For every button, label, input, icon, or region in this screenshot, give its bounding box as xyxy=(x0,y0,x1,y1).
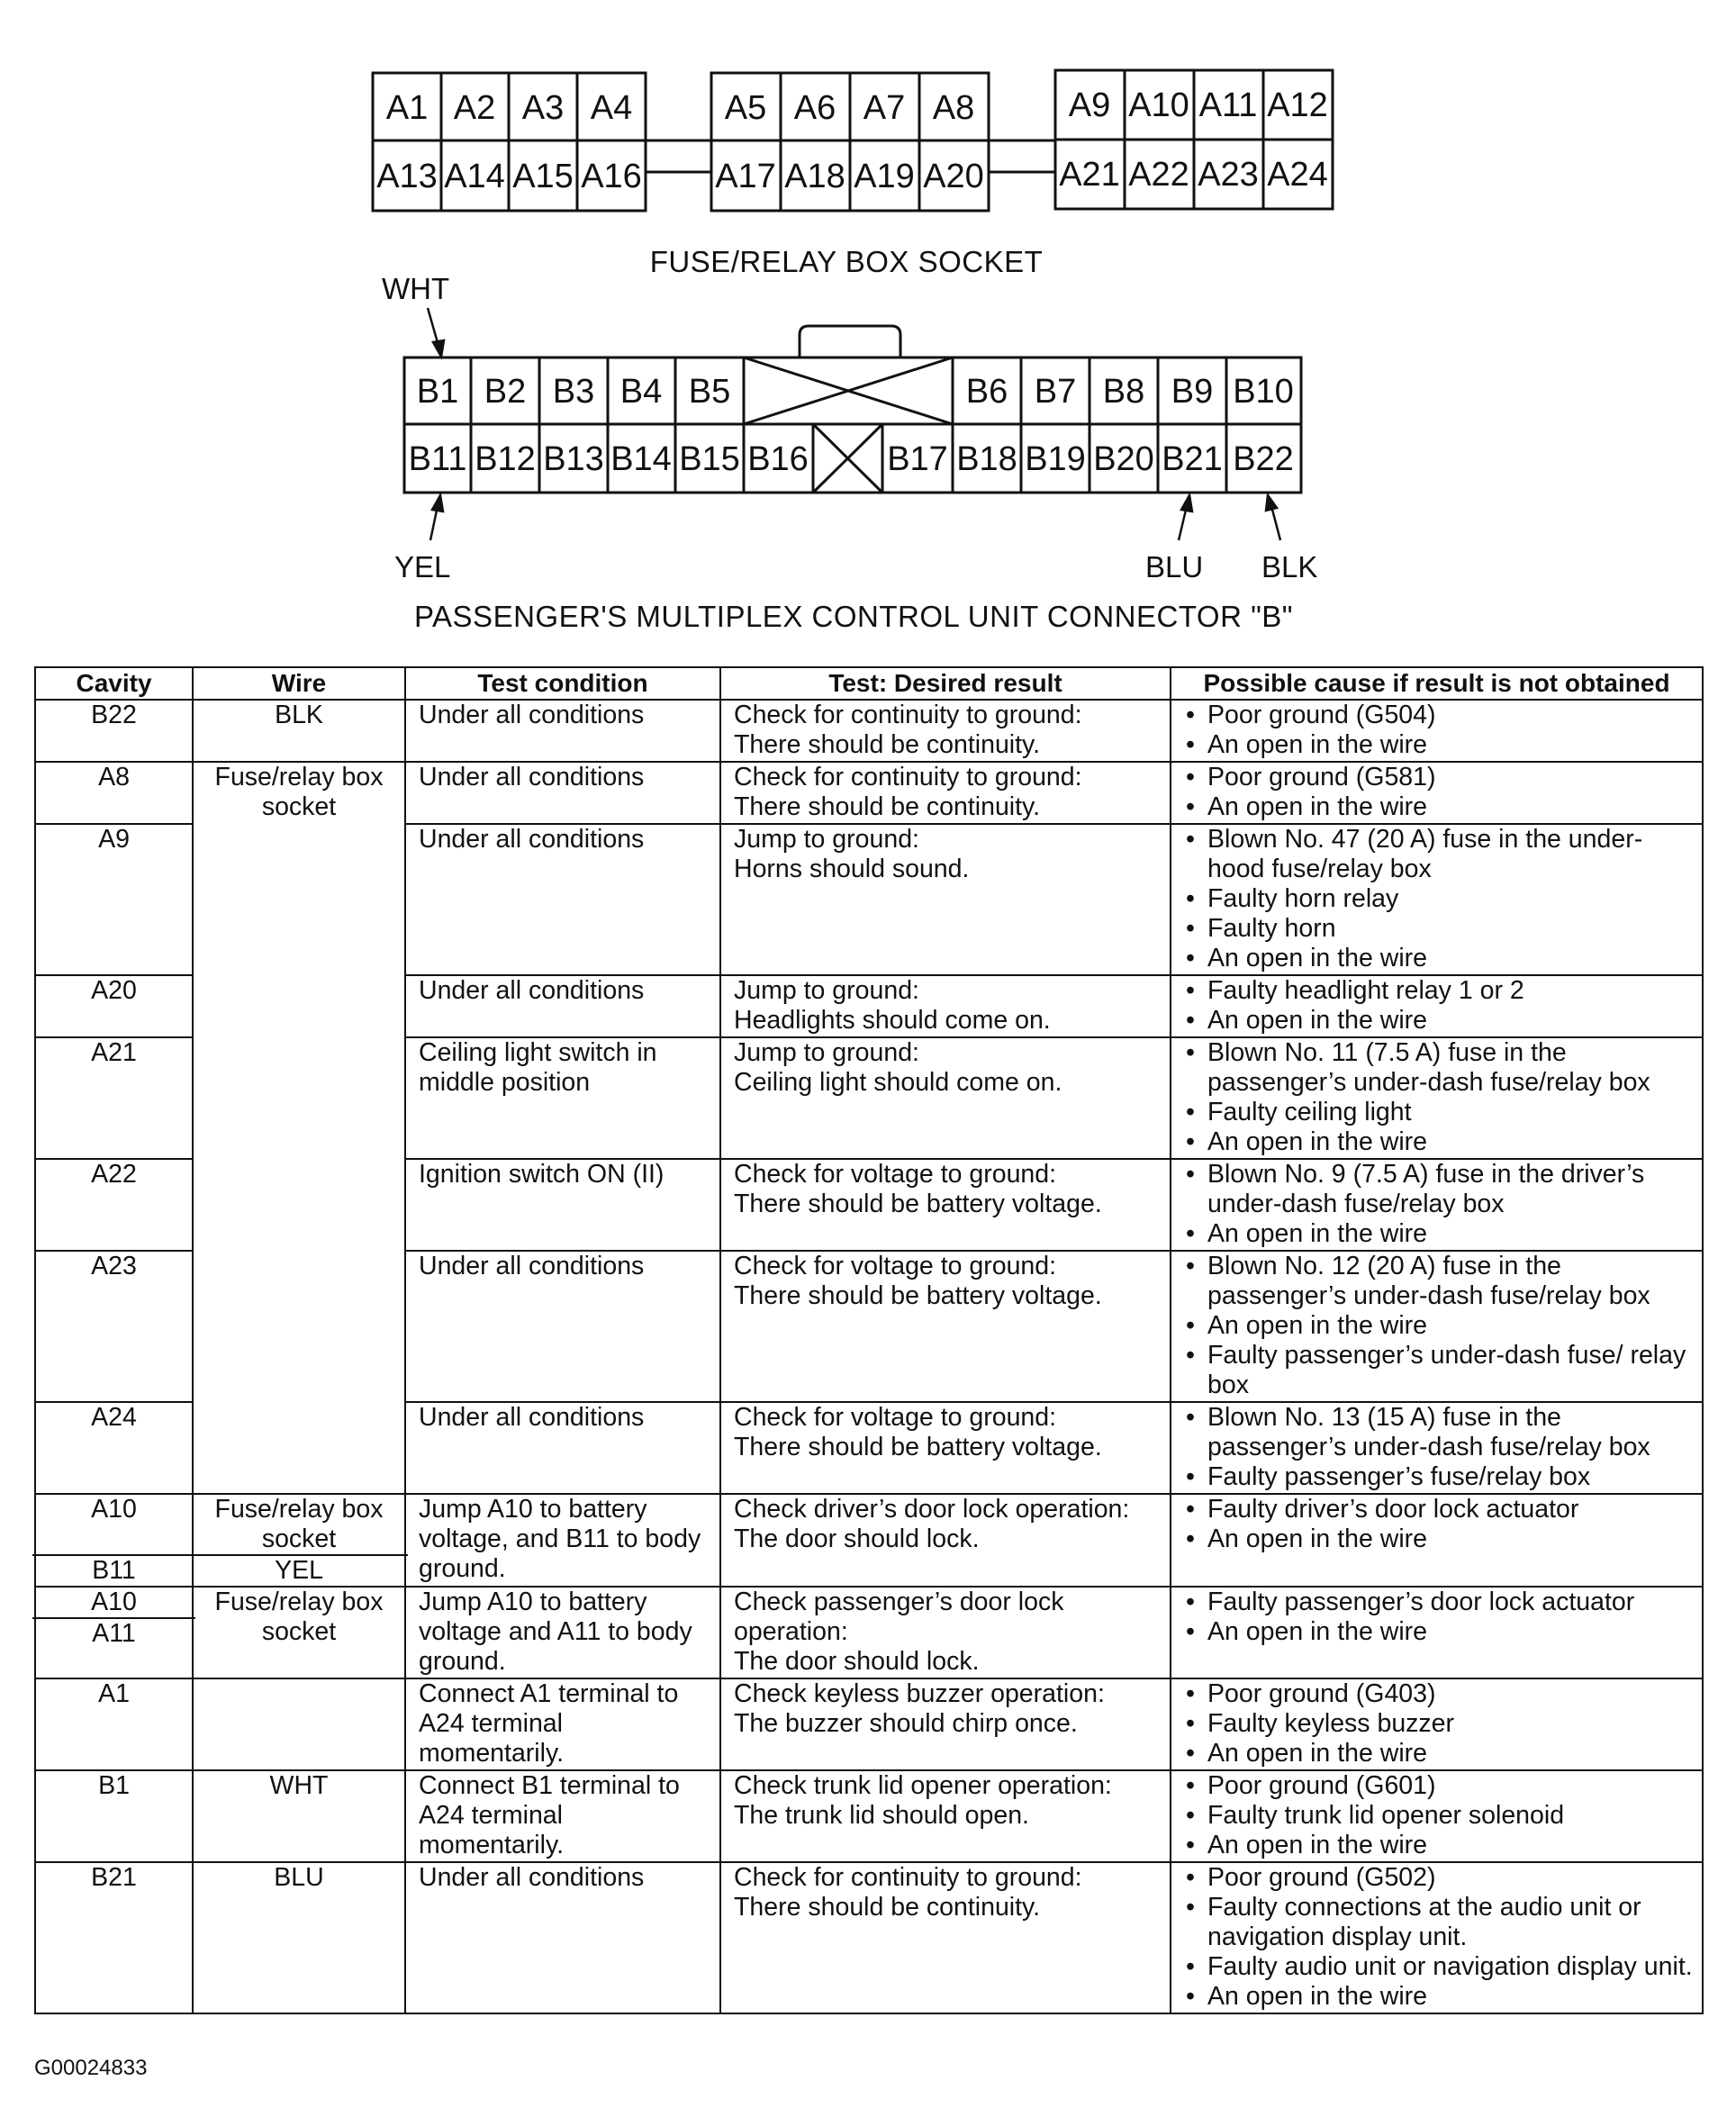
wire-cell xyxy=(193,1678,405,1770)
pin-label: B19 xyxy=(1025,440,1086,478)
condition-cell: Under all conditions xyxy=(405,975,720,1037)
cause-item: • Faulty audio unit or navigation display unit. xyxy=(1184,1952,1695,1982)
pin-label: B18 xyxy=(956,440,1017,478)
condition-cell: Ignition switch ON (II) xyxy=(405,1159,720,1251)
pin-label: B8 xyxy=(1102,373,1145,411)
result-line: Check for voltage to ground: xyxy=(734,1252,1057,1280)
pin-label: A2 xyxy=(453,89,496,127)
pin-label: B16 xyxy=(747,440,809,478)
fuse-socket-caption: FUSE/RELAY BOX SOCKET xyxy=(649,245,1044,278)
cause-item: • An open in the wire xyxy=(1184,1219,1695,1249)
cavity-cell: A24 xyxy=(35,1402,193,1494)
result-line: There should be continuity. xyxy=(734,792,1041,821)
condition-cell: Under all conditions xyxy=(405,700,720,762)
cavity-value: A10 xyxy=(91,1495,137,1524)
pin-label: A24 xyxy=(1267,156,1328,194)
condition-cell: Jump A10 to battery voltage, and B11 to body ground. xyxy=(405,1494,720,1587)
figure-code: G00024833 xyxy=(34,2056,148,2080)
wire-cell: BLK xyxy=(193,700,405,762)
result-line: Check driver’s door lock operation: xyxy=(734,1495,1130,1524)
pin-label: A19 xyxy=(854,158,915,195)
cause-item: • An open in the wire xyxy=(1184,1524,1695,1554)
cavity-cell xyxy=(35,1494,193,1587)
wire-label-wht: WHT xyxy=(382,272,450,305)
result-line: The trunk lid should open. xyxy=(734,1801,1029,1830)
result-line: Jump to ground: xyxy=(734,1038,919,1067)
pin-label: A18 xyxy=(784,158,845,195)
pin-label: B10 xyxy=(1233,373,1294,411)
result-line: There should be continuity. xyxy=(734,1893,1041,1922)
pin-label: B12 xyxy=(475,440,536,478)
header-cavity: Cavity xyxy=(35,667,193,700)
condition-cell: Connect A1 terminal to A24 terminal momentarily. xyxy=(405,1678,720,1770)
cause-cell xyxy=(1171,1037,1703,1159)
pin-label: A11 xyxy=(1198,86,1258,124)
pin-label: A6 xyxy=(793,89,836,127)
result-line: Check trunk lid opener operation: xyxy=(734,1771,1112,1800)
pin-label: A12 xyxy=(1267,86,1328,124)
pin-label: B6 xyxy=(965,373,1008,411)
header-desired-result: Test: Desired result xyxy=(720,667,1171,700)
cause-item: • Faulty keyless buzzer xyxy=(1184,1709,1695,1739)
table-row xyxy=(35,1587,1703,1678)
cause-cell xyxy=(1171,1494,1703,1587)
cause-item: • An open in the wire xyxy=(1184,792,1695,822)
result-line: Check for continuity to ground: xyxy=(734,763,1082,792)
wire-label-blu: BLU xyxy=(1145,550,1204,584)
pin-label: A1 xyxy=(385,89,429,127)
condition-cell: Under all conditions xyxy=(405,824,720,975)
pin-label: A10 xyxy=(1128,86,1189,124)
pin-label: B5 xyxy=(688,373,731,411)
pin-label: B20 xyxy=(1093,440,1154,478)
cavity-cell: A23 xyxy=(35,1251,193,1402)
result-cell xyxy=(720,1678,1171,1770)
result-line: Jump to ground: xyxy=(734,976,919,1005)
pin-label: A15 xyxy=(512,158,574,195)
result-cell xyxy=(720,1770,1171,1862)
cause-cell xyxy=(1171,1587,1703,1678)
pin-label: B1 xyxy=(416,373,459,411)
pin-label: A4 xyxy=(590,89,633,127)
pin-label: A13 xyxy=(376,158,438,195)
cavity-cell: A21 xyxy=(35,1037,193,1159)
result-line: Check for voltage to ground: xyxy=(734,1403,1057,1432)
cavity-cell: A8 xyxy=(35,762,193,824)
result-cell xyxy=(720,1251,1171,1402)
result-line: Check keyless buzzer operation: xyxy=(734,1679,1105,1708)
cause-item: • Poor ground (G601) xyxy=(1184,1771,1695,1801)
cause-cell xyxy=(1171,1862,1703,2013)
wire-label-yel: YEL xyxy=(394,550,451,584)
cause-item: • Faulty trunk lid opener solenoid xyxy=(1184,1801,1695,1831)
pin-label: A16 xyxy=(581,158,642,195)
cause-item: • An open in the wire xyxy=(1184,1739,1695,1769)
cause-cell xyxy=(1171,975,1703,1037)
cause-item: • Blown No. 11 (7.5 A) fuse in the passenger’s under-dash fuse/relay box xyxy=(1184,1038,1695,1098)
condition-cell: Ceiling light switch in middle position xyxy=(405,1037,720,1159)
cause-cell xyxy=(1171,824,1703,975)
cause-item: • Poor ground (G504) xyxy=(1184,701,1695,730)
pin-label: A17 xyxy=(715,158,776,195)
result-cell xyxy=(720,1587,1171,1678)
cavity-cell: A22 xyxy=(35,1159,193,1251)
cause-item: • Faulty horn xyxy=(1184,914,1695,944)
result-line: Check for continuity to ground: xyxy=(734,1863,1082,1892)
pin-label: B22 xyxy=(1233,440,1294,478)
table-header-row xyxy=(35,667,1703,700)
cavity-cell: B21 xyxy=(35,1862,193,2013)
pin-label: B11 xyxy=(408,440,467,478)
pin-label: B3 xyxy=(552,373,595,411)
cause-item: • An open in the wire xyxy=(1184,1311,1695,1341)
pin-label: B9 xyxy=(1171,373,1214,411)
table-row xyxy=(35,1770,1703,1862)
cause-item: • Blown No. 47 (20 A) fuse in the under-hood fuse/relay box xyxy=(1184,825,1695,884)
cause-cell xyxy=(1171,1251,1703,1402)
header-wire: Wire xyxy=(193,667,405,700)
pin-label: A3 xyxy=(521,89,565,127)
result-cell xyxy=(720,975,1171,1037)
cause-item: • Faulty horn relay xyxy=(1184,884,1695,914)
cause-item: • Blown No. 13 (15 A) fuse in the passenger’s under-dash fuse/relay box xyxy=(1184,1403,1695,1462)
cause-item: • Faulty passenger’s door lock actuator xyxy=(1184,1588,1695,1617)
condition-cell: Under all conditions xyxy=(405,1251,720,1402)
cause-cell xyxy=(1171,1678,1703,1770)
wire-cell: WHT xyxy=(193,1770,405,1862)
connector-diagrams xyxy=(0,0,1736,630)
result-cell xyxy=(720,1159,1171,1251)
table-row xyxy=(35,700,1703,762)
cause-item: • An open in the wire xyxy=(1184,1006,1695,1036)
cause-item: • Faulty headlight relay 1 or 2 xyxy=(1184,976,1695,1006)
result-line: Jump to ground: xyxy=(734,825,919,854)
cavity-cell: A1 xyxy=(35,1678,193,1770)
wire-value: Fuse/relay box socket xyxy=(214,1495,384,1553)
header-test-condition: Test condition xyxy=(405,667,720,700)
pin-label: A20 xyxy=(923,158,984,195)
pin-label: B15 xyxy=(679,440,740,478)
header-possible-cause: Possible cause if result is not obtained xyxy=(1171,667,1703,700)
pin-label: B17 xyxy=(887,440,948,478)
result-line: Check passenger’s door lock operation: xyxy=(734,1588,1064,1646)
result-line: Headlights should come on. xyxy=(734,1006,1051,1035)
pin-label: A8 xyxy=(932,89,975,127)
cavity-cell: A9 xyxy=(35,824,193,975)
cause-item: • Blown No. 9 (7.5 A) fuse in the driver’s under-dash fuse/relay box xyxy=(1184,1160,1695,1219)
cause-item: • Faulty driver’s door lock actuator xyxy=(1184,1495,1695,1524)
result-line: Horns should sound. xyxy=(734,855,970,883)
cavity-value: A11 xyxy=(32,1617,195,1649)
cause-item: • An open in the wire xyxy=(1184,730,1695,760)
result-line: There should be battery voltage. xyxy=(734,1281,1102,1310)
troubleshooting-table xyxy=(34,666,1702,2014)
cause-item: • Faulty ceiling light xyxy=(1184,1098,1695,1127)
condition-cell: Under all conditions xyxy=(405,1862,720,2013)
pin-label: A23 xyxy=(1198,156,1259,194)
result-cell xyxy=(720,1402,1171,1494)
wire-cell xyxy=(193,1494,405,1587)
pin-label: A14 xyxy=(444,158,505,195)
result-cell xyxy=(720,1494,1171,1587)
condition-cell: Jump A10 to battery voltage and A11 to body ground. xyxy=(405,1587,720,1678)
result-line: There should be battery voltage. xyxy=(734,1433,1102,1461)
pin-label: A5 xyxy=(724,89,767,127)
wire-label-blk: BLK xyxy=(1261,550,1318,584)
pin-label: B4 xyxy=(619,373,663,411)
cause-item: • Poor ground (G403) xyxy=(1184,1679,1695,1709)
result-cell xyxy=(720,700,1171,762)
cause-cell xyxy=(1171,1159,1703,1251)
pin-label: B7 xyxy=(1034,373,1077,411)
result-cell xyxy=(720,1862,1171,2013)
wire-cell: Fuse/relay box socket xyxy=(193,762,405,1494)
cause-item: • Faulty passenger’s under-dash fuse/ relay box xyxy=(1184,1341,1695,1400)
connector-b-caption: PASSENGER'S MULTIPLEX CONTROL UNIT CONNECTOR "B" xyxy=(413,600,1294,630)
result-line: Check for continuity to ground: xyxy=(734,701,1082,729)
condition-cell: Under all conditions xyxy=(405,1402,720,1494)
result-cell xyxy=(720,762,1171,824)
result-line: Ceiling light should come on. xyxy=(734,1068,1062,1097)
table-row xyxy=(35,1494,1703,1587)
cavity-value: B11 xyxy=(32,1554,195,1586)
result-cell xyxy=(720,1037,1171,1159)
cause-item: • An open in the wire xyxy=(1184,944,1695,973)
cause-item: • Blown No. 12 (20 A) fuse in the passenger’s under-dash fuse/relay box xyxy=(1184,1252,1695,1311)
result-cell xyxy=(720,824,1171,975)
cause-item: • An open in the wire xyxy=(1184,1617,1695,1647)
cause-item: • An open in the wire xyxy=(1184,1831,1695,1860)
result-line: There should be continuity. xyxy=(734,730,1041,759)
cause-item: • Poor ground (G502) xyxy=(1184,1863,1695,1893)
cause-item: • An open in the wire xyxy=(1184,1127,1695,1157)
wire-cell: BLU xyxy=(193,1862,405,2013)
cause-item: • Faulty connections at the audio unit or navigation display unit. xyxy=(1184,1893,1695,1952)
cause-cell xyxy=(1171,1402,1703,1494)
pin-label: B13 xyxy=(543,440,604,478)
result-line: The door should lock. xyxy=(734,1524,980,1553)
condition-cell: Connect B1 terminal to A24 terminal momentarily. xyxy=(405,1770,720,1862)
cavity-cell: B1 xyxy=(35,1770,193,1862)
pin-label: B2 xyxy=(484,373,527,411)
cause-item: • Poor ground (G581) xyxy=(1184,763,1695,792)
pin-label: A22 xyxy=(1128,156,1189,194)
pin-label: B14 xyxy=(610,440,672,478)
cavity-value: A10 xyxy=(91,1588,137,1616)
pin-label: A21 xyxy=(1059,156,1120,194)
cause-item: • Faulty passenger’s fuse/relay box xyxy=(1184,1462,1695,1492)
table-row xyxy=(35,1862,1703,2013)
result-line: The door should lock. xyxy=(734,1647,980,1676)
condition-cell: Under all conditions xyxy=(405,762,720,824)
pin-label: A7 xyxy=(863,89,906,127)
wire-value: YEL xyxy=(190,1554,408,1586)
result-line: Check for voltage to ground: xyxy=(734,1160,1057,1189)
cavity-cell: B22 xyxy=(35,700,193,762)
result-line: There should be battery voltage. xyxy=(734,1190,1102,1218)
cavity-cell xyxy=(35,1587,193,1678)
wire-cell: Fuse/relay box socket xyxy=(193,1587,405,1678)
pin-label: B21 xyxy=(1162,440,1223,478)
cause-cell xyxy=(1171,700,1703,762)
cause-item: • An open in the wire xyxy=(1184,1982,1695,2012)
cavity-cell: A20 xyxy=(35,975,193,1037)
table-row xyxy=(35,762,1703,824)
cause-cell xyxy=(1171,762,1703,824)
result-line: The buzzer should chirp once. xyxy=(734,1709,1078,1738)
table-row xyxy=(35,1678,1703,1770)
cause-cell xyxy=(1171,1770,1703,1862)
pin-label: A9 xyxy=(1068,86,1111,124)
